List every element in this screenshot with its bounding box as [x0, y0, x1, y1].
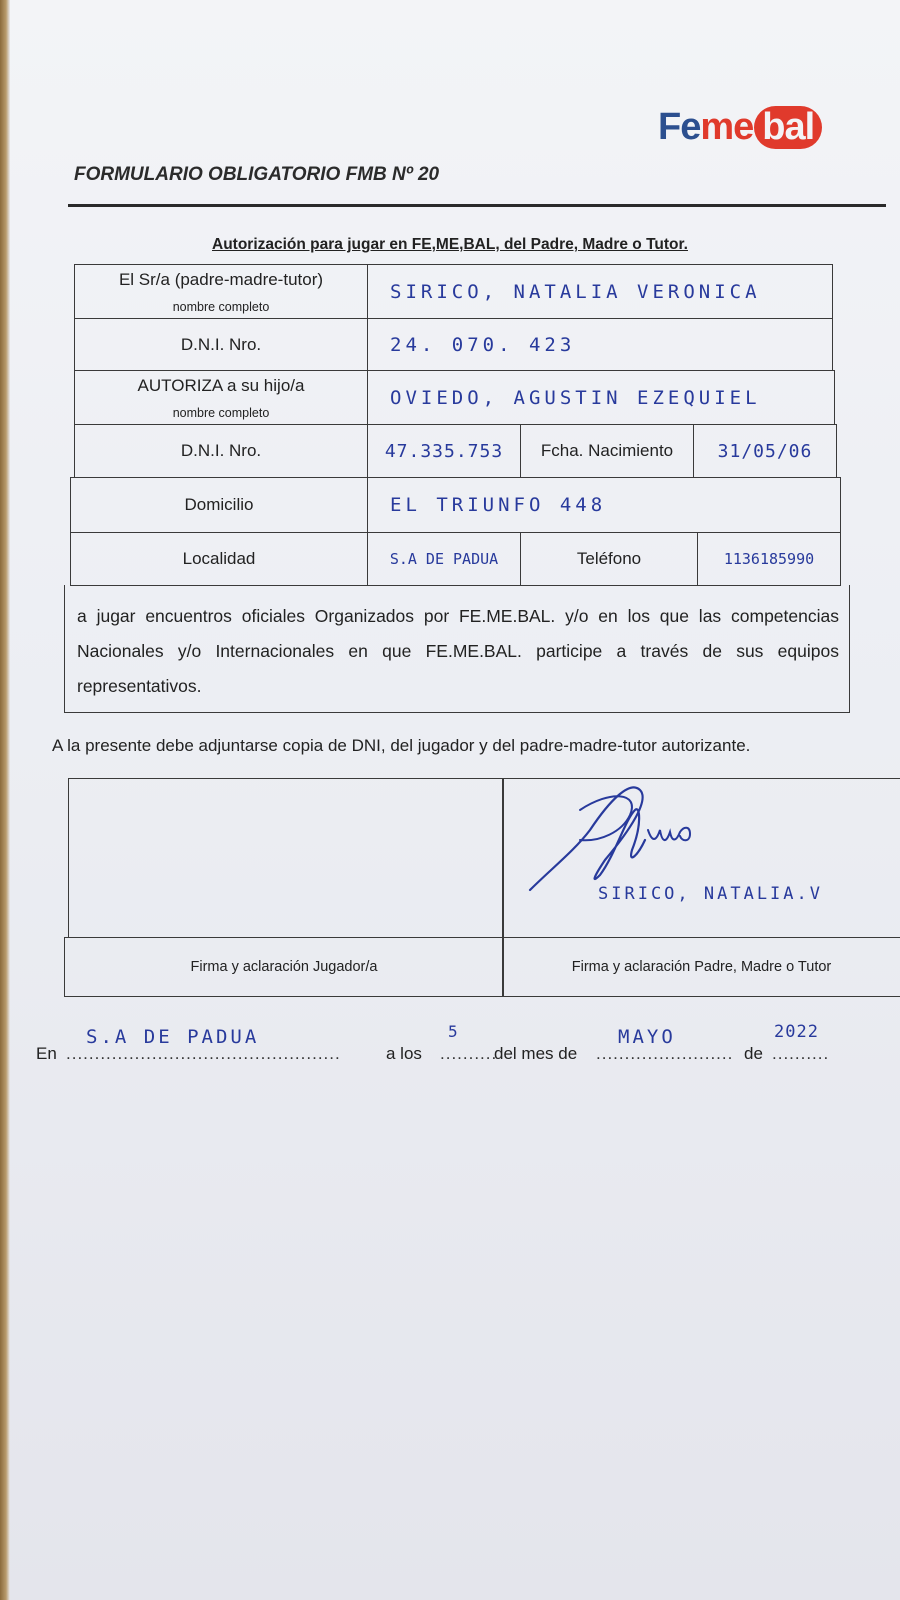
player-signature-label-cell: [64, 937, 504, 997]
parent-name-value: SIRICO, NATALIA VERONICA: [390, 280, 761, 303]
address-value-cell: [367, 477, 841, 533]
parent-name-value-cell: [367, 264, 833, 319]
birth-value: 31/05/06: [717, 440, 813, 462]
child-name-sublabel: nombre completo: [172, 405, 270, 420]
attachment-note: A la presente debe adjuntarse copia de DNI, del jugador y del padre-madre-tutor autorizante.: [52, 736, 751, 755]
logo-text-me: me: [700, 106, 754, 148]
address-label-cell: [70, 477, 368, 533]
child-dni-label-cell: [74, 424, 368, 478]
parent-dni-value: 24. 070. 423: [390, 333, 576, 356]
handwritten-signature: [520, 770, 740, 900]
parent-signature-label: Firma y aclaración Padre, Madre o Tutor: [571, 959, 832, 975]
parent-dni-value-cell: [367, 318, 833, 371]
child-name-label-cell: [74, 370, 368, 425]
parent-dni-label-cell: [74, 318, 368, 371]
year-value: 2022: [774, 1022, 819, 1042]
child-dni-value-cell: [367, 424, 521, 478]
address-value: EL TRIUNFO 448: [390, 494, 607, 516]
en-label: En: [36, 1044, 57, 1063]
child-name-label: AUTORIZA a su hijo/a: [137, 375, 305, 395]
child-name-value-cell: [367, 370, 835, 425]
parent-name-label-cell: [74, 264, 368, 319]
month-value: MAYO: [618, 1026, 676, 1048]
locality-label: Localidad: [182, 549, 256, 568]
title-divider: [68, 204, 886, 207]
birth-value-cell: [693, 424, 837, 478]
place-dots: ................................................: [66, 1044, 341, 1063]
year-dots: ..........: [772, 1044, 830, 1063]
month-dots: ........................: [596, 1044, 734, 1063]
mes-label: del mes de: [494, 1044, 578, 1063]
a-los-label: a los: [386, 1044, 422, 1063]
femebal-logo: [658, 106, 878, 156]
phone-label-cell: [520, 532, 698, 586]
locality-value: S.A DE PADUA: [389, 550, 499, 568]
phone-value-cell: [697, 532, 841, 586]
form-title: FORMULARIO OBLIGATORIO FMB Nº 20: [74, 164, 440, 185]
de-label: de: [744, 1044, 763, 1063]
locality-value-cell: [367, 532, 521, 586]
player-signature-label: Firma y aclaración Jugador/a: [190, 959, 378, 975]
phone-value: 1136185990: [723, 550, 815, 568]
birth-label: Fcha. Nacimiento: [540, 441, 674, 460]
phone-label: Teléfono: [576, 549, 642, 568]
child-name-value: OVIEDO, AGUSTIN EZEQUIEL: [390, 386, 761, 409]
parent-signature-label-cell: [502, 937, 900, 997]
player-signature-box: [68, 778, 504, 938]
locality-label-cell: [70, 532, 368, 586]
day-value: 5: [448, 1022, 461, 1041]
logo-text-fe: Fe: [658, 106, 701, 148]
place-value: S.A DE PADUA: [86, 1026, 260, 1048]
parent-name-label: El Sr/a (padre-madre-tutor): [118, 269, 324, 289]
day-dots: ..........: [440, 1044, 498, 1063]
form-subtitle: Autorización para jugar en FE,ME,BAL, del Padre, Madre o Tutor.: [212, 236, 688, 253]
authorization-paragraph: a jugar encuentros oficiales Organizados por FE.ME.BAL. y/o en los que las competencias Nacionales y/o Internacionales en que FE.ME.BAL. participe a través de sus equipos representativos.: [64, 585, 850, 713]
address-label: Domicilio: [184, 495, 254, 514]
child-dni-value: 47.335.753: [384, 440, 504, 462]
logo-text-bal: bal: [754, 106, 822, 149]
parent-name-sublabel: nombre completo: [172, 299, 270, 314]
parent-dni-label: D.N.I. Nro.: [180, 334, 262, 354]
child-dni-label: D.N.I. Nro.: [180, 441, 262, 460]
birth-label-cell: [520, 424, 694, 478]
parent-signature-name: SIRICO, NATALIA.V: [598, 884, 823, 904]
